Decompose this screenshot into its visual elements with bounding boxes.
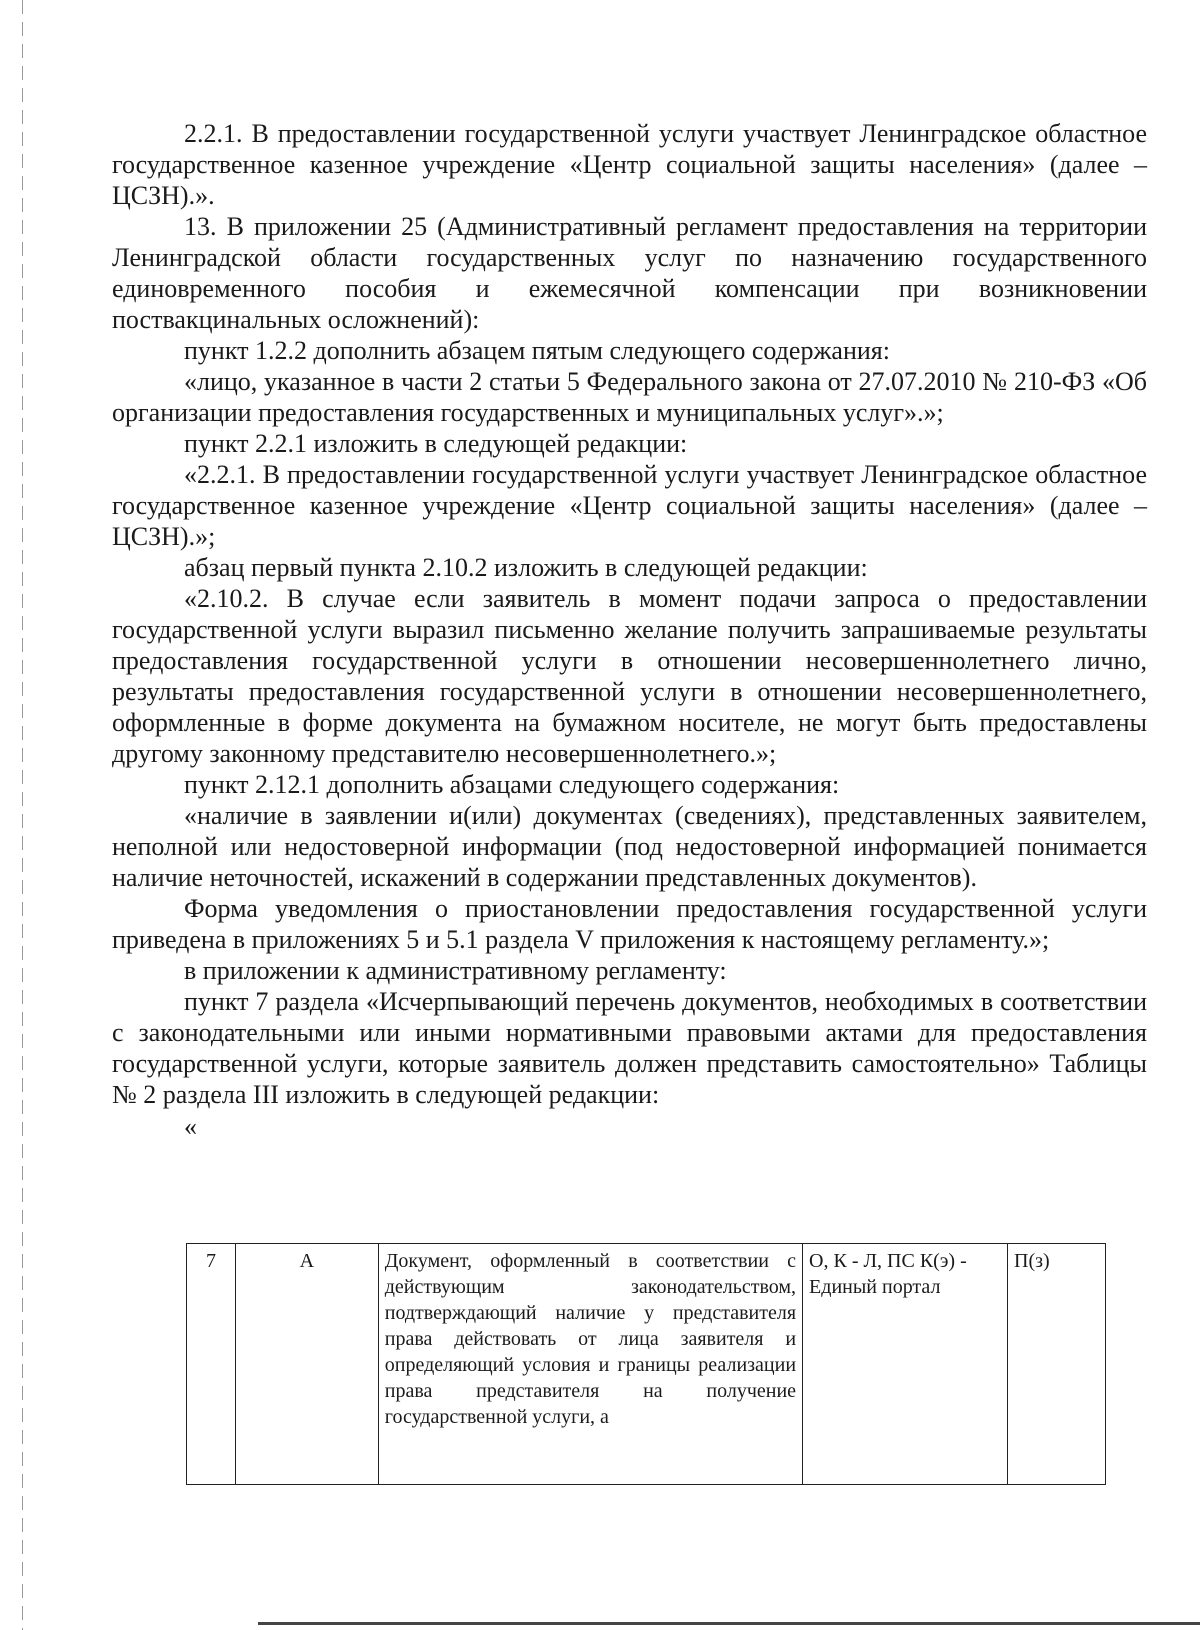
cell-form: О, К - Л, ПС К(э) - Единый портал bbox=[803, 1244, 1008, 1485]
paragraph: пункт 2.12.1 дополнить абзацами следующего содержания: bbox=[184, 770, 840, 799]
documents-table bbox=[186, 1243, 1106, 1485]
paragraph: «лицо, указанное в части 2 статьи 5 Федерального закона от 27.07.2010 № 210-ФЗ «Об организации предоставления государственных и муниципальных услуг».»; bbox=[112, 367, 1147, 427]
document-body bbox=[112, 118, 1147, 1141]
paragraph: 2.2.1. В предоставлении государственной услуги участвует Ленинградское областное государственное казенное учреждение «Центр социальной защиты населения» (далее – ЦСЗН).». bbox=[112, 119, 1147, 210]
paragraph: «наличие в заявлении и(или) документах (сведениях), представленных заявителем, неполной или недостоверной информации (под недостоверной информацией понимается наличие неточностей, искажений в содержании представленных документов). bbox=[112, 801, 1147, 892]
paragraph: «2.10.2. В случае если заявитель в момент подачи запроса о предоставлении государственной услуги выразил письменно желание получить запрашиваемые результаты предоставления государственной услуги в отношении несовершеннолетнего лично, результаты предоставления государственной услуги в отношении несовершеннолетнего, оформленные в форме документа на бумажном носителе, не могут быть предоставлены другому законному представителю несовершеннолетнего.»; bbox=[112, 584, 1147, 768]
paragraph: Форма уведомления о приостановлении предоставления государственной услуги приведена в приложениях 5 и 5.1 раздела V приложения к настоящему регламенту.»; bbox=[112, 894, 1147, 954]
bottom-rule bbox=[258, 1622, 1200, 1625]
scan-margin-line bbox=[22, 0, 23, 1630]
cell-document: Документ, оформленный в соответствии с действующим законодательством, подтверждающий наличие у представителя права действовать от лица заявителя и определяющий условия и границы реализации права представителя на получение государственной услуги, а bbox=[378, 1244, 802, 1485]
paragraph: 13. В приложении 25 (Административный регламент предоставления на территории Ленинградской области государственных услуг по назначению государственного единовременного пособия и ежемесячной компенсации при возникновении поствакцинальных осложнений): bbox=[112, 212, 1147, 334]
cell-type: П(з) bbox=[1008, 1244, 1106, 1485]
paragraph: абзац первый пункта 2.10.2 изложить в следующей редакции: bbox=[184, 553, 868, 582]
paragraph: пункт 2.2.1 изложить в следующей редакции: bbox=[184, 429, 688, 458]
paragraph: «2.2.1. В предоставлении государственной услуги участвует Ленинградское областное государственное казенное учреждение «Центр социальной защиты населения» (далее – ЦСЗН).»; bbox=[112, 460, 1147, 551]
table-open-quote: « bbox=[184, 1112, 197, 1141]
cell-code: А bbox=[235, 1244, 378, 1485]
table-row bbox=[187, 1244, 1106, 1485]
paragraph: пункт 7 раздела «Исчерпывающий перечень документов, необходимых в соответствии с законодательными или иными нормативными правовыми актами для предоставления государственной услуги, которые заявитель должен представить самостоятельно» Таблицы № 2 раздела III изложить в следующей редакции: bbox=[112, 987, 1147, 1109]
paragraph: пункт 1.2.2 дополнить абзацем пятым следующего содержания: bbox=[184, 336, 890, 365]
paragraph: в приложении к административному регламенту: bbox=[184, 956, 727, 985]
cell-number: 7 bbox=[187, 1244, 236, 1485]
